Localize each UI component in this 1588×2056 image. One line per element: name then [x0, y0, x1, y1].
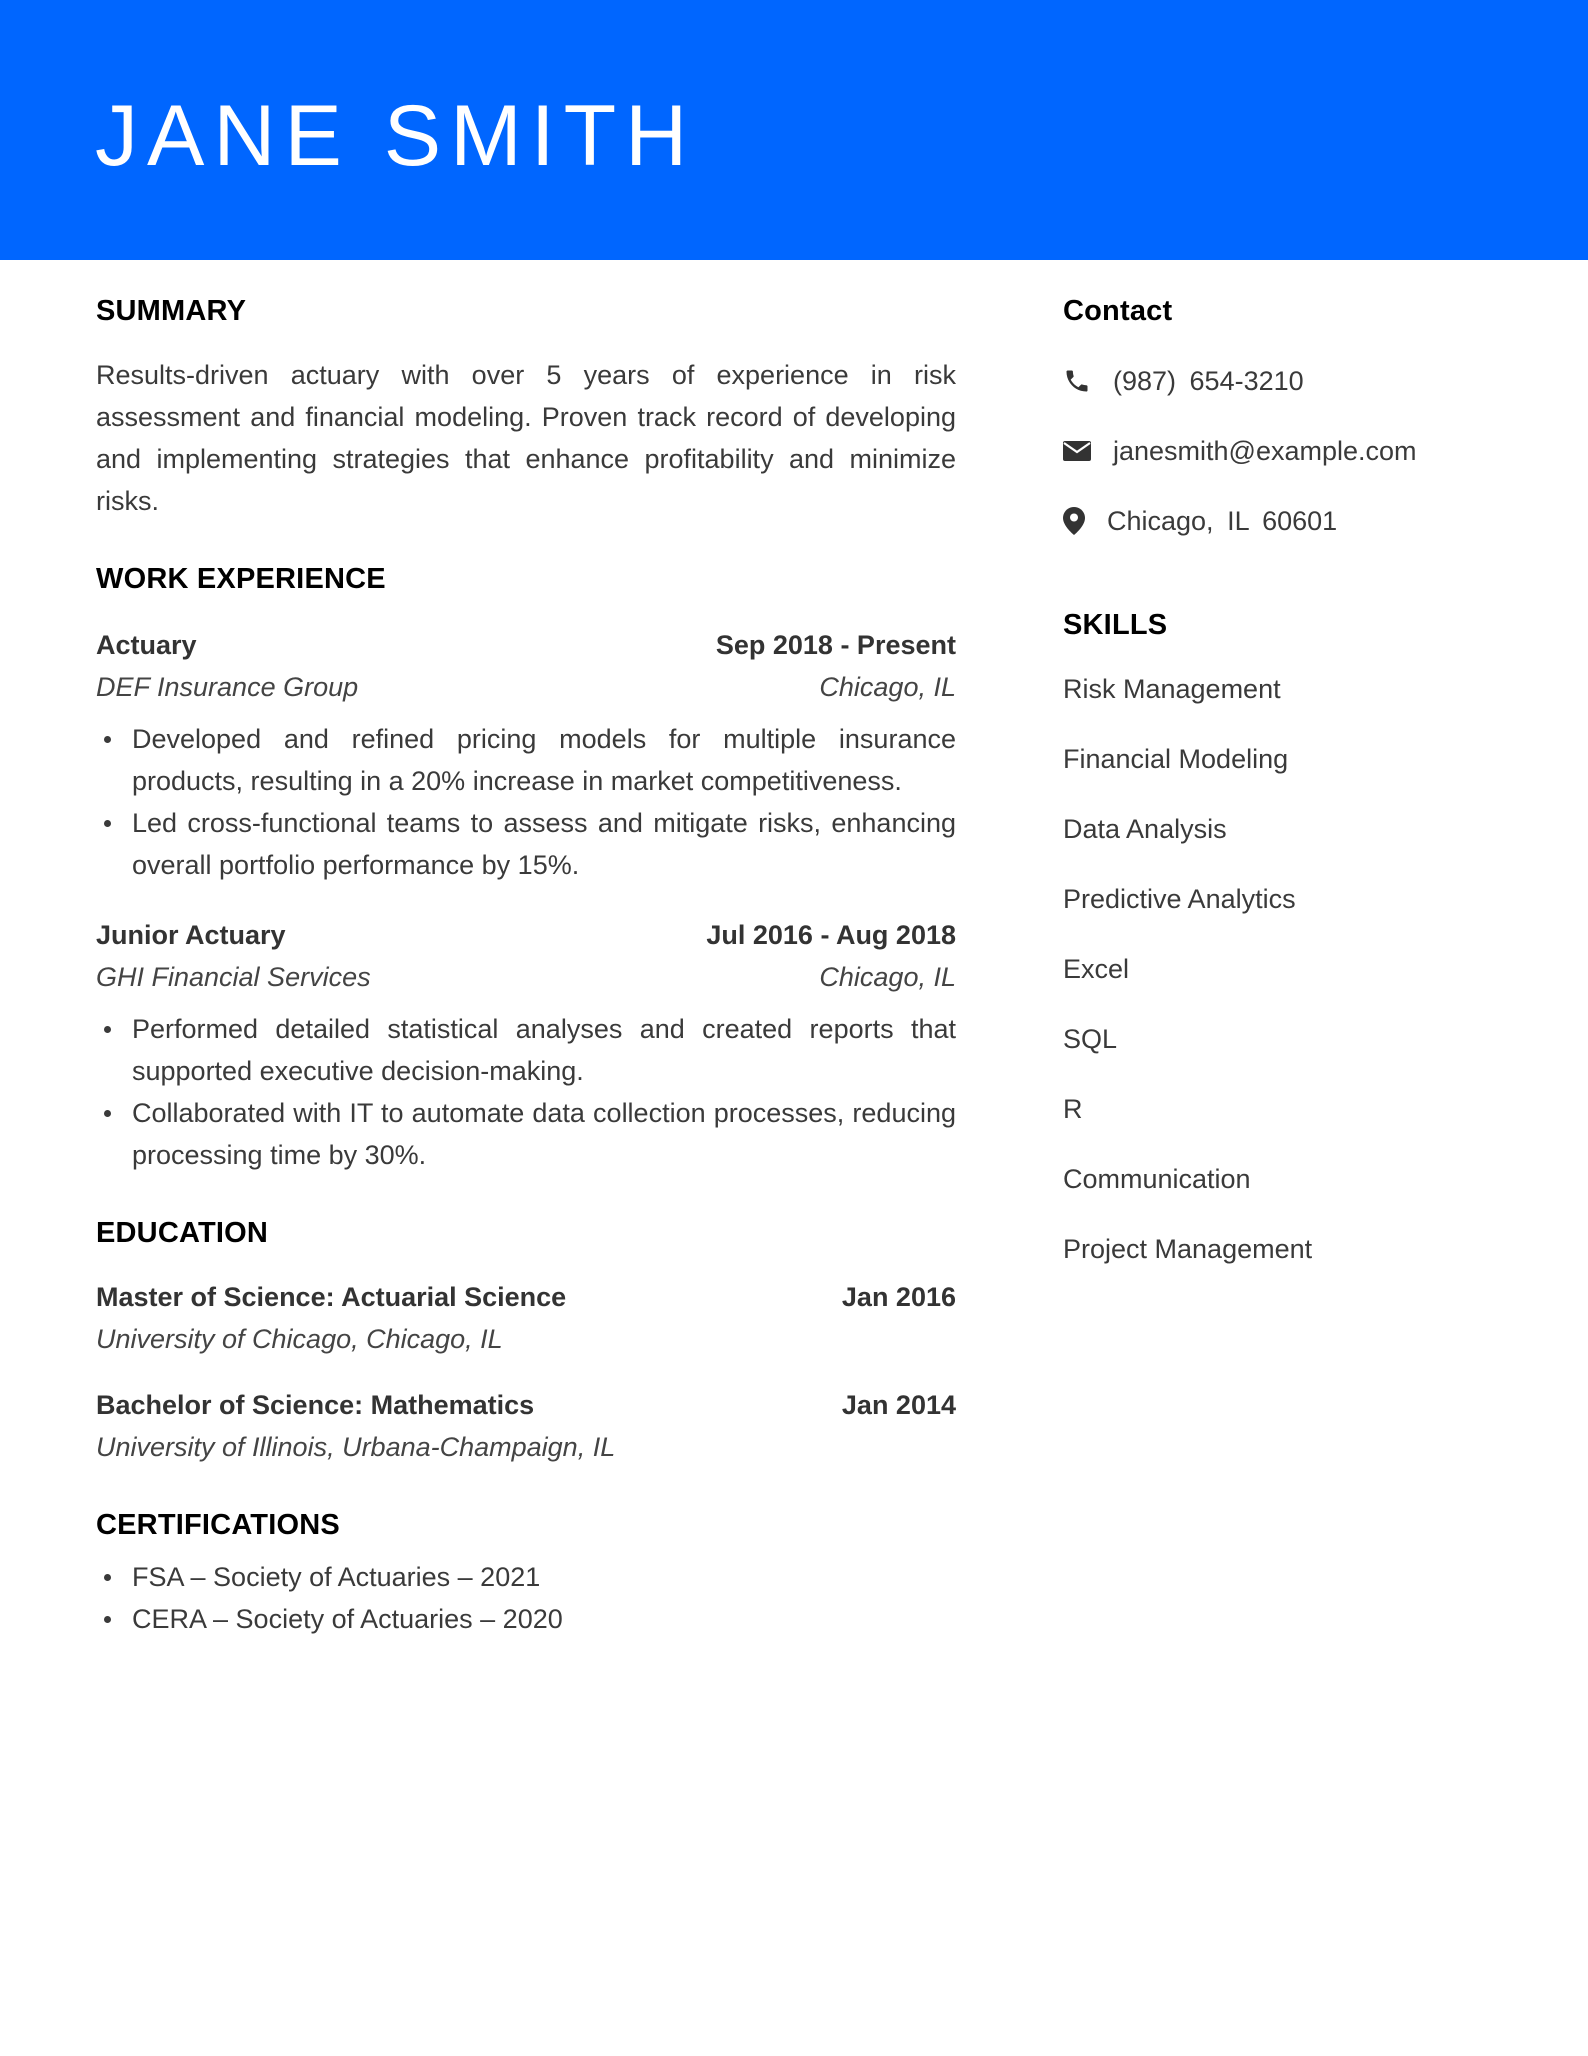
summary-heading: SUMMARY: [96, 295, 247, 327]
skill-item: R: [1063, 1094, 1083, 1124]
education-section: [96, 1212, 956, 1468]
skill-item: Predictive Analytics: [1063, 884, 1296, 914]
job-bullet: Developed and refined pricing models for multiple insurance products, resulting in a 20% increase in market competitiveness.: [96, 718, 956, 802]
certifications-section: [96, 1504, 956, 1640]
skill-item: Communication: [1063, 1164, 1251, 1194]
skills-section: [1063, 604, 1523, 1270]
skill-item: Project Management: [1063, 1234, 1313, 1264]
sidebar: [1063, 290, 1523, 1298]
school: University of Illinois, Urbana-Champaign, IL: [96, 1432, 616, 1462]
candidate-name: JANE SMITH: [95, 88, 697, 184]
envelope-icon: [1063, 436, 1093, 466]
job-entry: [96, 624, 956, 886]
job-company: DEF Insurance Group: [96, 672, 359, 702]
job-title: Junior Actuary: [96, 920, 286, 950]
job-bullet: Performed detailed statistical analyses and created reports that supported executive decision-making.: [96, 1008, 956, 1092]
work-experience-heading: WORK EXPERIENCE: [96, 563, 386, 595]
skills-list: [1063, 668, 1523, 1270]
skill-item: Financial Modeling: [1063, 744, 1289, 774]
degree-date: Jan 2016: [841, 1282, 956, 1312]
job-company: GHI Financial Services: [96, 962, 371, 992]
header-banner: [0, 0, 1588, 260]
job-location: Chicago, IL: [819, 962, 956, 992]
school: University of Chicago, Chicago, IL: [96, 1324, 503, 1354]
skill-item: SQL: [1063, 1024, 1118, 1054]
certifications-list: [96, 1556, 956, 1640]
contact-email: [1063, 430, 1523, 472]
skill-item: Risk Management: [1063, 674, 1281, 704]
certification-item: FSA – Society of Actuaries – 2021: [96, 1556, 956, 1598]
contact-phone: [1063, 360, 1523, 402]
job-title: Actuary: [96, 630, 197, 660]
degree-date: Jan 2014: [841, 1390, 956, 1420]
location: Chicago, IL 60601: [1107, 505, 1338, 536]
job-dates: Sep 2018 - Present: [715, 630, 956, 660]
job-bullet: Led cross-functional teams to assess and mitigate risks, enhancing overall portfolio performance by 15%.: [96, 802, 956, 886]
contact-location: [1063, 500, 1523, 542]
work-experience-section: [96, 558, 956, 1176]
phone-icon: [1063, 366, 1093, 396]
summary-section: [96, 290, 956, 522]
certifications-heading: CERTIFICATIONS: [96, 1509, 340, 1541]
contact-heading: Contact: [1063, 295, 1173, 327]
contact-section: [1063, 290, 1523, 542]
email-address: janesmith@example.com: [1113, 435, 1417, 466]
degree: Master of Science: Actuarial Science: [96, 1282, 567, 1312]
main-column: [96, 290, 956, 1640]
phone-number: (987) 654-3210: [1113, 365, 1304, 396]
education-entry: [96, 1276, 956, 1360]
summary-text: Results-driven actuary with over 5 years of experience in risk assessment and financial modeling. Proven track record of developing and implementing strategies that enhance profitability and minimize risks.: [96, 360, 956, 516]
job-entry: [96, 914, 956, 1176]
map-pin-icon: [1063, 506, 1087, 536]
skills-heading: SKILLS: [1063, 609, 1168, 641]
education-heading: EDUCATION: [96, 1217, 269, 1249]
job-bullets: [96, 718, 956, 886]
degree: Bachelor of Science: Mathematics: [96, 1390, 535, 1420]
education-entry: [96, 1384, 956, 1468]
job-dates: Jul 2016 - Aug 2018: [706, 920, 956, 950]
skill-item: Excel: [1063, 954, 1130, 984]
skill-item: Data Analysis: [1063, 814, 1227, 844]
job-bullet: Collaborated with IT to automate data collection processes, reducing processing time by 30%.: [96, 1092, 956, 1176]
job-bullets: [96, 1008, 956, 1176]
job-location: Chicago, IL: [819, 672, 956, 702]
certification-item: CERA – Society of Actuaries – 2020: [96, 1598, 956, 1640]
